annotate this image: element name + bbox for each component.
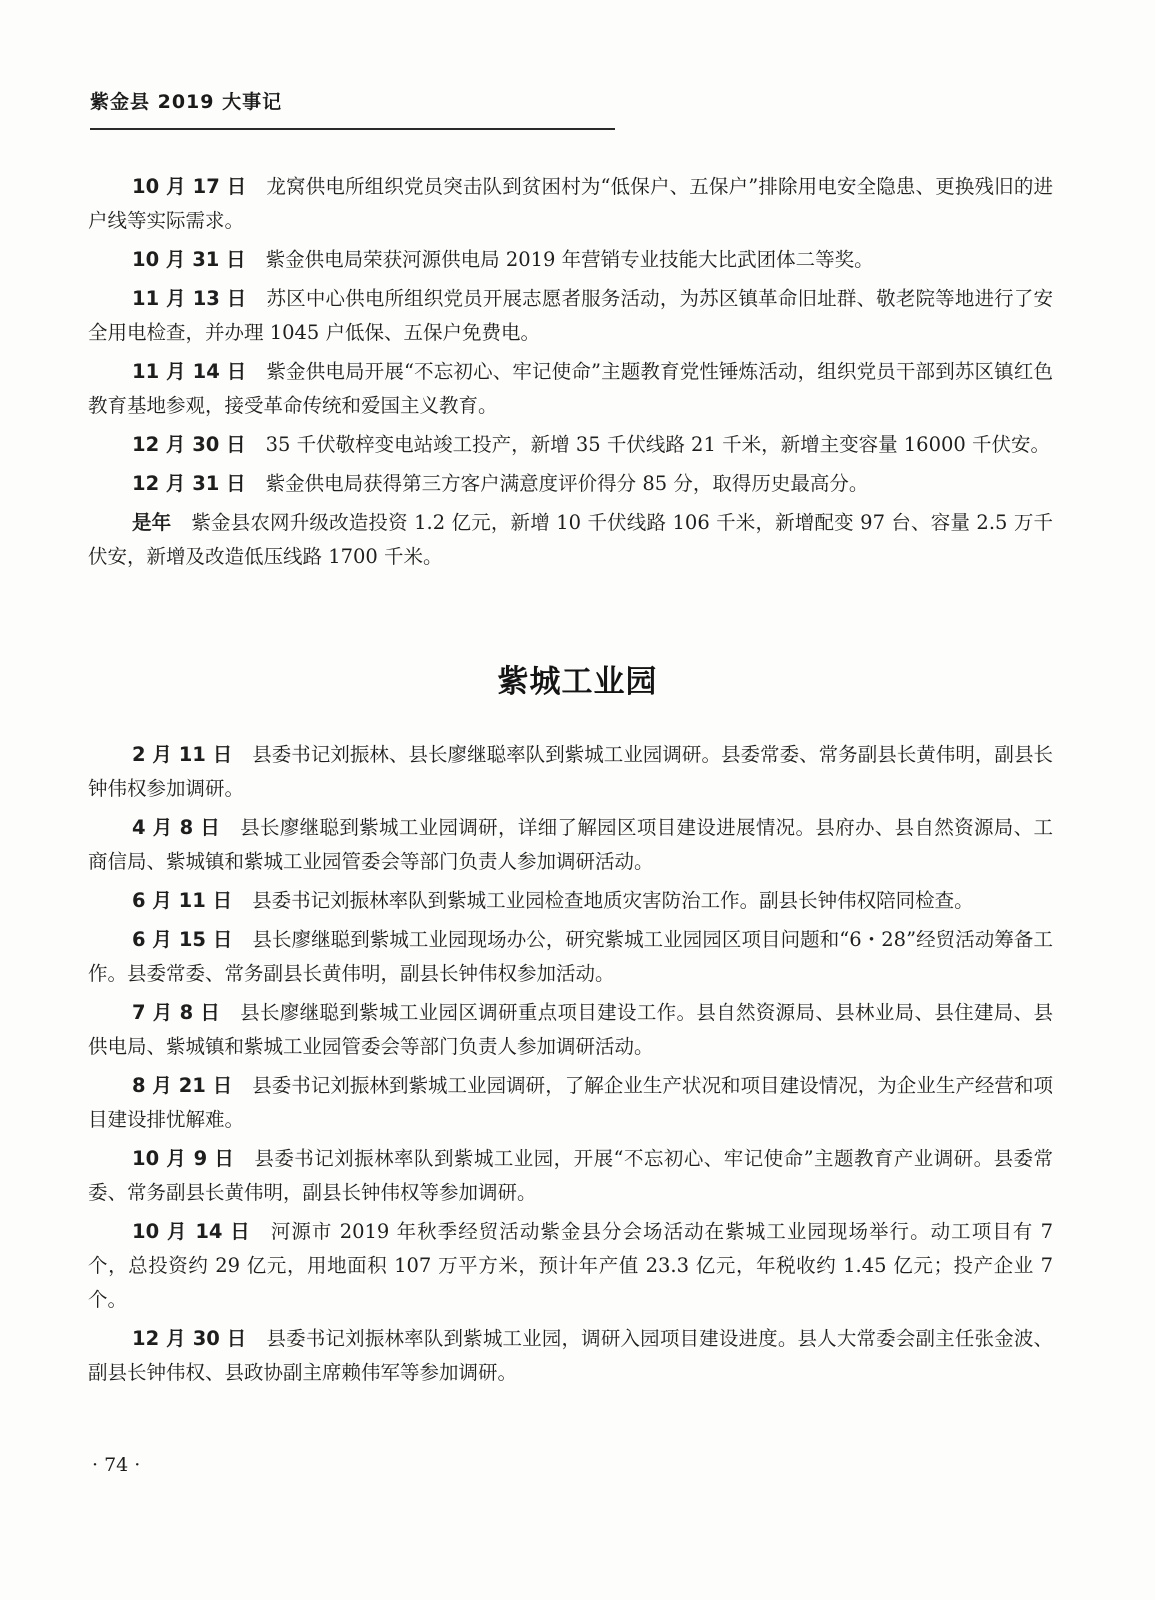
chronicle-entry: [88, 996, 1053, 1064]
chronicle-entry: [88, 506, 1053, 574]
chronicle-entry: [88, 428, 1053, 462]
chronicle-entry: [88, 738, 1053, 806]
entry-text: 县委书记刘振林到紫城工业园调研，了解企业生产状况和项目建设情况，为企业生产经营和项目建设排忧解难。: [88, 1074, 1053, 1131]
entry-text: 紫金供电局获得第三方客户满意度评价得分 85 分，取得历史最高分。: [265, 472, 869, 495]
entry-date: 12 月 31 日: [132, 472, 246, 495]
chronicle-entry: [88, 811, 1053, 879]
chronicle-entry: [88, 884, 1053, 918]
entry-date: 6 月 11 日: [132, 889, 233, 912]
entry-date: 是年: [132, 511, 172, 534]
entry-text: 35 千伏敬梓变电站竣工投产，新增 35 千伏线路 21 千米，新增主变容量 16000 千伏安。: [265, 433, 1051, 456]
chronicle-entry: [88, 1322, 1053, 1390]
chronicle-entry: [88, 282, 1053, 350]
entry-text: 紫金供电局荣获河源供电局 2019 年营销专业技能大比武团体二等奖。: [265, 248, 874, 271]
entry-text: 县委书记刘振林、县长廖继聪率队到紫城工业园调研。县委常委、常务副县长黄伟明，副县长钟伟权参加调研。: [88, 743, 1053, 800]
entry-date: 7 月 8 日: [132, 1001, 221, 1024]
entry-date: 4 月 8 日: [132, 816, 221, 839]
entry-text: 县委书记刘振林率队到紫城工业园，开展“不忘初心、牢记使命”主题教育产业调研。县委常委、常务副县长黄伟明，副县长钟伟权等参加调研。: [88, 1147, 1053, 1204]
entry-date: 8 月 21 日: [132, 1074, 233, 1097]
chronicle-entry: [88, 355, 1053, 423]
chronicle-entry: [88, 923, 1053, 991]
running-header-title: 紫金县 2019 大事记: [90, 91, 283, 113]
entry-text: 县长廖继聪到紫城工业园区调研重点项目建设工作。县自然资源局、县林业局、县住建局、县供电局、紫城镇和紫城工业园管委会等部门负责人参加调研活动。: [88, 1001, 1053, 1058]
entry-text: 龙窝供电所组织党员突击队到贫困村为“低保户、五保户”排除用电安全隐患、更换残旧的进户线等实际需求。: [88, 175, 1053, 232]
entry-text: 县长廖继聪到紫城工业园调研，详细了解园区项目建设进展情况。县府办、县自然资源局、工商信局、紫城镇和紫城工业园管委会等部门负责人参加调研活动。: [88, 816, 1053, 873]
entry-text: 紫金供电局开展“不忘初心、牢记使命”主题教育党性锤炼活动，组织党员干部到苏区镇红色教育基地参观，接受革命传统和爱国主义教育。: [88, 360, 1053, 417]
entry-text: 县委书记刘振林率队到紫城工业园检查地质灾害防治工作。副县长钟伟权陪同检查。: [252, 889, 974, 912]
header-rule: [90, 128, 615, 130]
chronicle-entry: [88, 170, 1053, 238]
entries-list-industrial-park: [88, 738, 1053, 1395]
entry-date: 10 月 9 日: [132, 1147, 235, 1170]
entry-text: 县长廖继聪到紫城工业园现场办公，研究紫城工业园园区项目问题和“6・28”经贸活动筹备工作。县委常委、常务副县长黄伟明，副县长钟伟权参加活动。: [88, 928, 1053, 985]
chronicle-entry: [88, 243, 1053, 277]
entry-date: 11 月 13 日: [132, 287, 247, 310]
entry-date: 12 月 30 日: [132, 433, 246, 456]
chronicle-entry: [88, 1142, 1053, 1210]
entry-text: 苏区中心供电所组织党员开展志愿者服务活动，为苏区镇革命旧址群、敬老院等地进行了安全用电检查，并办理 1045 户低保、五保户免费电。: [88, 287, 1053, 344]
chronicle-entry: [88, 1069, 1053, 1137]
entry-date: 10 月 17 日: [132, 175, 247, 198]
chronicle-entry: [88, 1215, 1053, 1317]
entry-date: 6 月 15 日: [132, 928, 233, 951]
chronicle-entry: [88, 467, 1053, 501]
entry-date: 10 月 14 日: [132, 1220, 251, 1243]
entry-date: 11 月 14 日: [132, 360, 247, 383]
entry-text: 县委书记刘振林率队到紫城工业园，调研入园项目建设进度。县人大常委会副主任张金波、副县长钟伟权、县政协副主席赖伟军等参加调研。: [88, 1327, 1053, 1384]
entry-date: 2 月 11 日: [132, 743, 233, 766]
entries-list-power-supply: [88, 170, 1053, 579]
entry-date: 12 月 30 日: [132, 1327, 247, 1350]
section-title: 紫城工业园: [497, 664, 658, 700]
page-number: · 74 ·: [92, 1454, 141, 1476]
entry-date: 10 月 31 日: [132, 248, 246, 271]
entry-text: 河源市 2019 年秋季经贸活动紫金县分会场活动在紫城工业园现场举行。动工项目有 7 个，总投资约 29 亿元，用地面积 107 万平方米，预计年产值 23.3 亿元，年税收约 1.45 亿元；投产企业 7 个。: [88, 1220, 1053, 1311]
entry-text: 紫金县农网升级改造投资 1.2 亿元，新增 10 千伏线路 106 千米，新增配变 97 台、容量 2.5 万千伏安，新增及改造低压线路 1700 千米。: [88, 511, 1053, 568]
